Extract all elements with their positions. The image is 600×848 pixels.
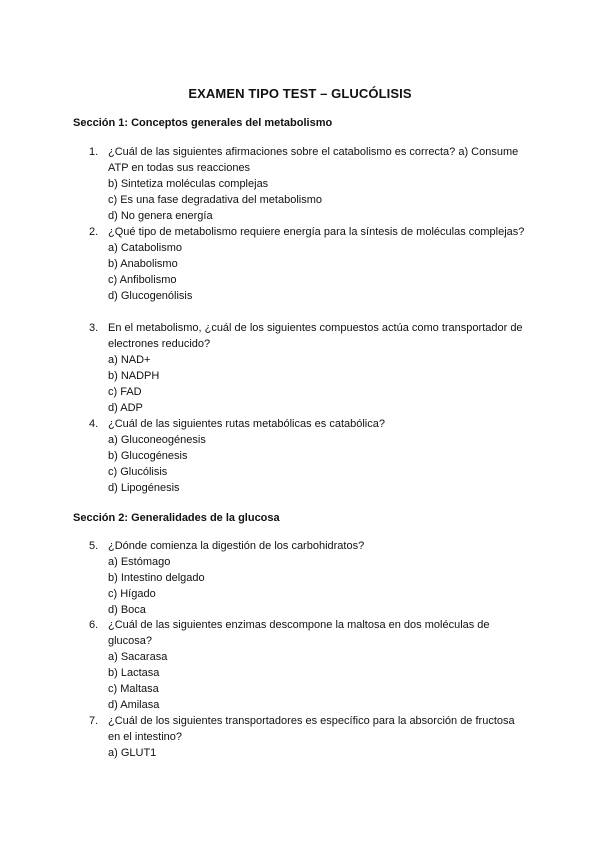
option: d) No genera energía [108, 210, 213, 222]
option: a) Catabolismo [108, 242, 182, 254]
option: d) Boca [108, 604, 146, 616]
option: c) Anfibolismo [108, 274, 177, 286]
question-text: En el metabolismo, ¿cuál de los siguientes compuestos actúa como transportador de electrones reducido? [108, 322, 523, 350]
question-number: 5. [89, 540, 99, 552]
question-number: 7. [89, 715, 99, 727]
option: d) Amilasa [108, 699, 160, 711]
option: b) Anabolismo [108, 258, 178, 270]
question-number: 3. [89, 322, 99, 334]
question-text: ¿Dónde comienza la digestión de los carbohidratos? [108, 540, 365, 552]
exam-title: EXAMEN TIPO TEST – GLUCÓLISIS [188, 86, 412, 101]
option: a) Estómago [108, 556, 171, 568]
option: b) Sintetiza moléculas complejas [108, 178, 269, 190]
question-text: ¿Cuál de las siguientes rutas metabólicas es catabólica? [108, 418, 385, 430]
option: b) NADPH [108, 370, 160, 382]
option: a) NAD+ [108, 354, 151, 366]
option: c) Maltasa [108, 683, 159, 695]
question-number: 1. [89, 146, 99, 158]
option: a) GLUT1 [108, 747, 157, 759]
section-2-title: Sección 2: Generalidades de la glucosa [73, 512, 280, 524]
option: c) Hígado [108, 588, 156, 600]
section-1-title: Sección 1: Conceptos generales del metabolismo [73, 117, 333, 129]
option: c) FAD [108, 386, 142, 398]
option: b) Intestino delgado [108, 572, 205, 584]
option: b) Lactasa [108, 667, 160, 679]
option: c) Glucólisis [108, 466, 168, 478]
option: c) Es una fase degradativa del metabolismo [108, 194, 323, 206]
question-text: ¿Qué tipo de metabolismo requiere energía para la síntesis de moléculas complejas? [108, 226, 525, 238]
option: d) Glucogenólisis [108, 290, 193, 302]
question-number: 6. [89, 619, 99, 631]
question-text: ¿Cuál de los siguientes transportadores es específico para la absorción de fructosa en el intestino? [108, 715, 515, 743]
option: d) Lipogénesis [108, 482, 180, 494]
option: d) ADP [108, 402, 143, 414]
option: a) Sacarasa [108, 651, 168, 663]
question-number: 4. [89, 418, 99, 430]
question-number: 2. [89, 226, 99, 238]
question-text: ¿Cuál de las siguientes enzimas descompone la maltosa en dos moléculas de glucosa? [108, 619, 490, 647]
option: b) Glucogénesis [108, 450, 188, 462]
question-text: ¿Cuál de las siguientes afirmaciones sobre el catabolismo es correcta? a) Consume ATP en todas sus reacciones [108, 146, 519, 174]
option: a) Gluconeogénesis [108, 434, 206, 446]
